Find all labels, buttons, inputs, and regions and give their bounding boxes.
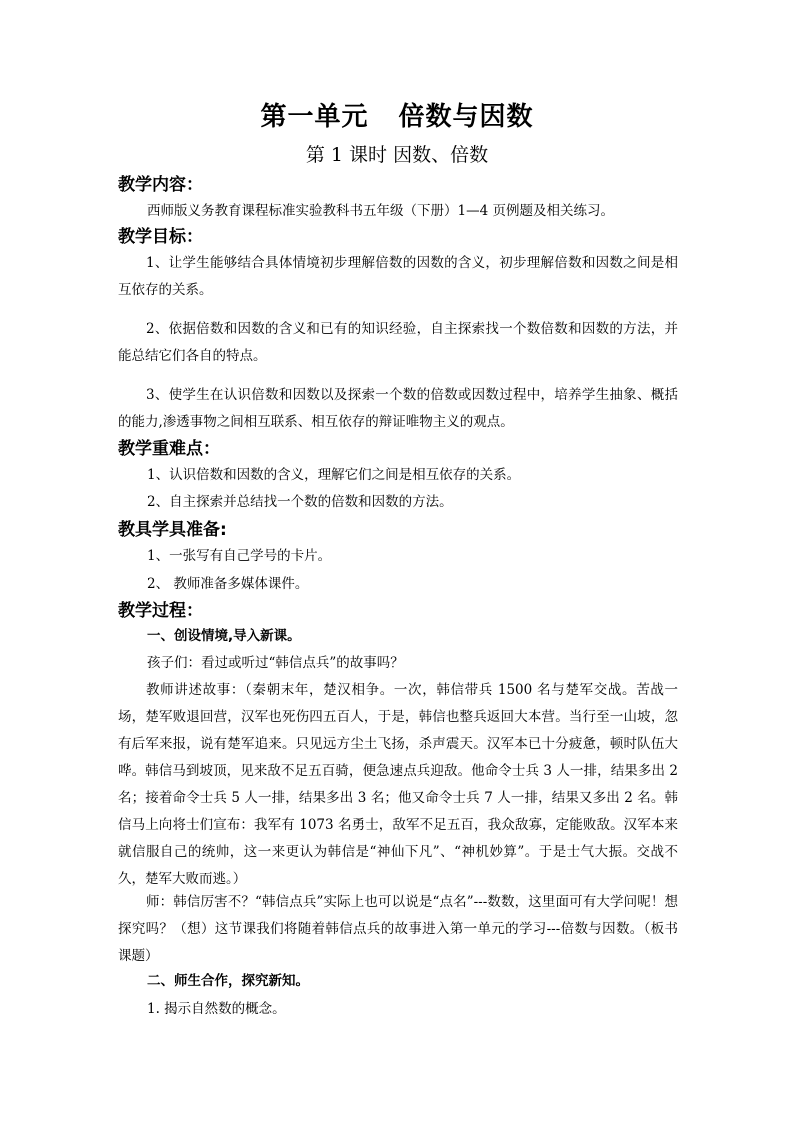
page-subtitle: 第 1 课时 因数、倍数	[305, 144, 489, 166]
goal-2: 2、依据倍数和因数的含义和已有的知识经验，自主探索找一个数倍数和因数的方法，并能总结它们各自的特点。	[118, 321, 678, 364]
prep-item-2: 2、 教师准备多媒体课件。	[147, 576, 309, 592]
content-text: 西师版义务教育课程标准实验教科书五年级（下册）1—4 页例题及相关练习。	[147, 203, 614, 219]
prep-item-1: 1、一张写有自己学号的卡片。	[147, 548, 332, 564]
title-topic: 倍数与因数	[398, 102, 534, 132]
heading-content: 教学内容：	[118, 175, 203, 195]
heading-preparation: 教具学具准备:	[118, 520, 227, 540]
heading-process: 教学过程：	[118, 601, 203, 621]
question-text: 孩子们：看过或听过“韩信点兵”的故事吗？	[147, 655, 404, 671]
key-point-1: 1、认识倍数和因数的含义，理解它们之间是相互依存的关系。	[147, 467, 521, 483]
heading-key-points: 教学重难点：	[118, 439, 220, 459]
teacher-paragraph: 师：韩信厉害不？“韩信点兵”实际上也可以说是“点名”---数数，这里面可有大学问呢！想探究吗？（想）这节课我们将随着韩信点兵的故事进入第一单元的学习---倍数与因数。（板书课题）	[118, 894, 678, 964]
heading-goals: 教学目标：	[118, 227, 203, 247]
story-paragraph: 教师讲述故事：（秦朝末年，楚汉相争。一次，韩信带兵 1500 名与楚军交战。苦战一场，楚军败退回营，汉军也死伤四五百人，于是，韩信也整兵返回大本营。当行至一山坡，忽有后军来报，说有楚军追来。只见远方尘土飞扬，杀声震天。汉军本已十分疲惫，顿时队伍大哗。韩信马到坡顶，见来敌不足五百骑，便急速点兵迎敌。他命令士兵 3 人一排，结果多出 2 名；接着命令士兵 5 人一排，结果多出 3 名；他又命令士兵 7 人一排，结果又多出 2 名。韩信马上向将士们宣布：我军有 1073 名勇士，敌军不足五百，我众敌寡，定能败敌。汉军本来就信服自己的统帅，这一来更认为韩信是“神仙下凡”、“神机妙算”。于是士气大振。交战不久，楚军大败而逃。）	[118, 682, 678, 887]
key-point-2: 2、自主探索并总结找一个数的倍数和因数的方法。	[147, 494, 453, 510]
step-1-heading: 一、创设情境,导入新课。	[147, 628, 301, 644]
step-2-item-1: 1. 揭示自然数的概念。	[147, 1001, 286, 1017]
title-unit: 第一单元	[260, 102, 369, 132]
goal-3: 3、使学生在认识倍数和因数以及探索一个数的倍数或因数过程中，培养学生抽象、概括的能力,渗透事物之间相互联系、相互依存的辩证唯物主义的观点。	[118, 387, 678, 430]
goal-1: 1、让学生能够结合具体情境初步理解倍数的因数的含义，初步理解倍数和因数之间是相互依存的关系。	[118, 255, 678, 298]
step-2-heading: 二、师生合作，探究新知。	[147, 973, 309, 989]
page-title	[0, 96, 794, 133]
